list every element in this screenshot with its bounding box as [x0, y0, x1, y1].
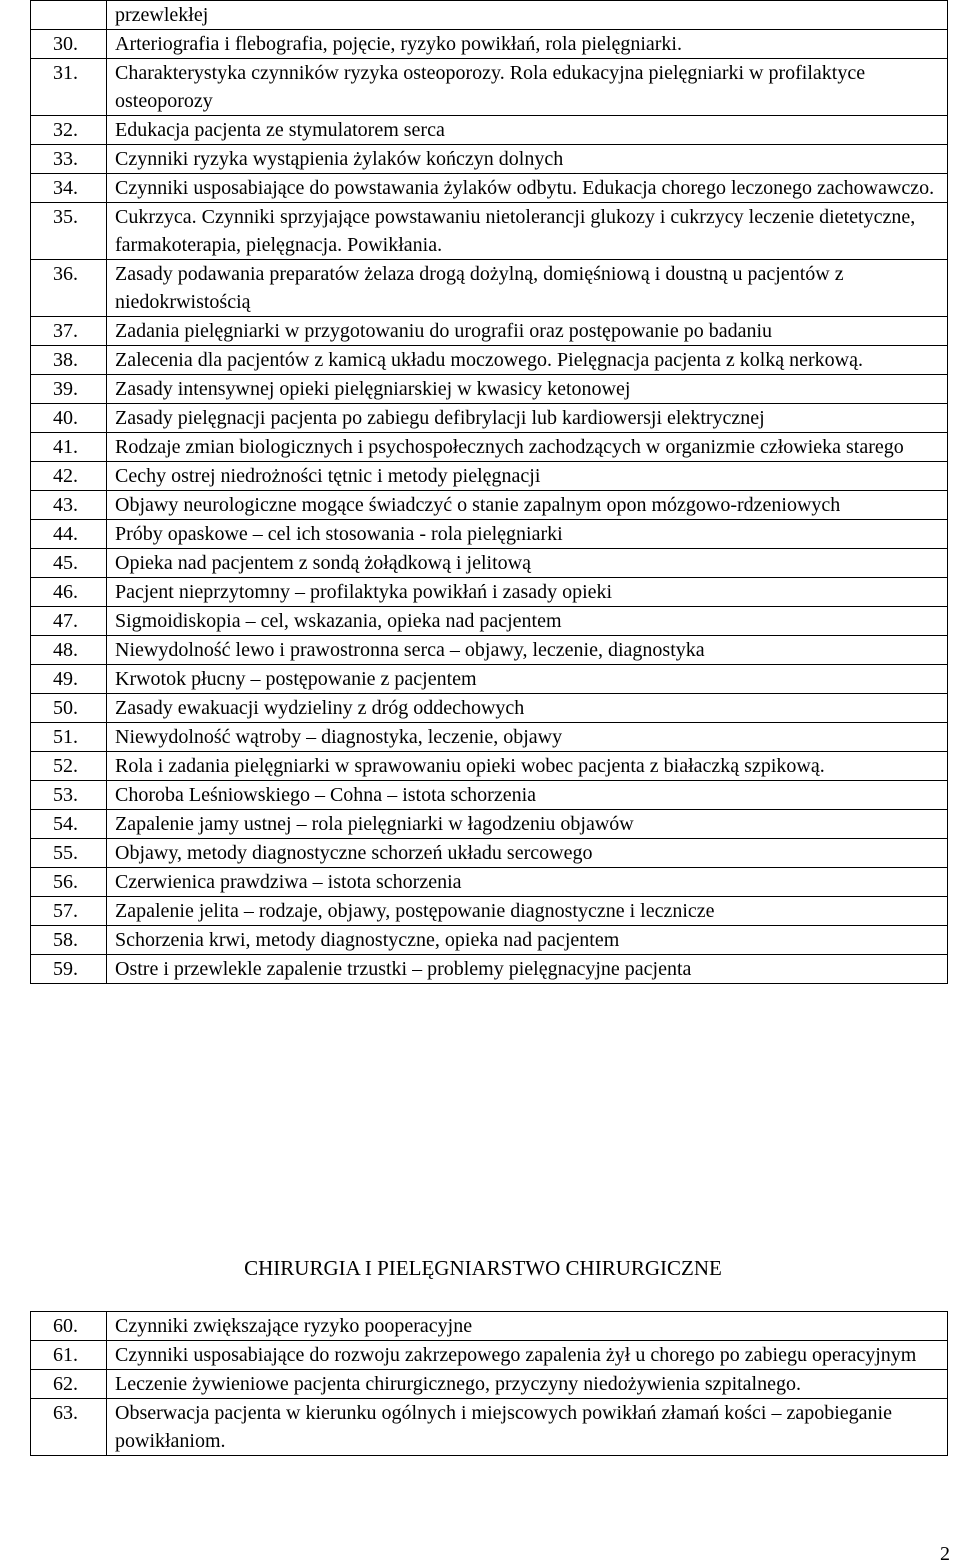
- table-row: [31, 868, 948, 897]
- item-text: Edukacja pacjenta ze stymulatorem serca: [107, 116, 948, 145]
- item-number: 63.: [31, 1399, 107, 1456]
- item-text: Zasady ewakuacji wydzieliny z dróg oddechowych: [107, 694, 948, 723]
- item-number: 52.: [31, 752, 107, 781]
- item-number: 44.: [31, 520, 107, 549]
- questions-table-internal: [30, 0, 948, 984]
- item-text: Zasady pielęgnacji pacjenta po zabiegu defibrylacji lub kardiowersji elektrycznej: [107, 404, 948, 433]
- table-row: [31, 433, 948, 462]
- table-row: [31, 203, 948, 260]
- item-number: 42.: [31, 462, 107, 491]
- item-number: 55.: [31, 839, 107, 868]
- table-row: [31, 260, 948, 317]
- item-number: 38.: [31, 346, 107, 375]
- table-row: [31, 752, 948, 781]
- item-text: Opieka nad pacjentem z sondą żołądkową i jelitową: [107, 549, 948, 578]
- questions-table-surgery: [30, 1311, 948, 1456]
- table-row: [31, 607, 948, 636]
- item-number: 59.: [31, 955, 107, 984]
- table-row: [31, 116, 948, 145]
- table-row: [31, 462, 948, 491]
- item-number: 32.: [31, 116, 107, 145]
- item-number: 48.: [31, 636, 107, 665]
- table-row-continuation: [31, 1, 948, 30]
- table-row: [31, 781, 948, 810]
- table-row: [31, 145, 948, 174]
- item-number: 37.: [31, 317, 107, 346]
- item-number: 41.: [31, 433, 107, 462]
- item-number: 46.: [31, 578, 107, 607]
- table-row: [31, 59, 948, 116]
- item-number: 47.: [31, 607, 107, 636]
- item-number: 53.: [31, 781, 107, 810]
- item-text: Czynniki zwiększające ryzyko pooperacyjne: [107, 1312, 948, 1341]
- item-number: 49.: [31, 665, 107, 694]
- item-text: Objawy, metody diagnostyczne schorzeń układu sercowego: [107, 839, 948, 868]
- page-number: 2: [940, 1543, 950, 1565]
- item-text: Czerwienica prawdziwa – istota schorzenia: [107, 868, 948, 897]
- item-text: Próby opaskowe – cel ich stosowania - rola pielęgniarki: [107, 520, 948, 549]
- table-row: [31, 1399, 948, 1456]
- item-text: Zadania pielęgniarki w przygotowaniu do urografii oraz postępowanie po badaniu: [107, 317, 948, 346]
- item-text: Zapalenie jelita – rodzaje, objawy, postępowanie diagnostyczne i lecznicze: [107, 897, 948, 926]
- item-text: Arteriografia i flebografia, pojęcie, ryzyko powikłań, rola pielęgniarki.: [107, 30, 948, 59]
- item-number: 30.: [31, 30, 107, 59]
- item-number-cell: [31, 1, 107, 30]
- item-text-continuation: przewlekłej: [107, 1, 948, 30]
- table-row: [31, 30, 948, 59]
- table-row: [31, 694, 948, 723]
- table-row: [31, 346, 948, 375]
- item-text: Krwotok płucny – postępowanie z pacjentem: [107, 665, 948, 694]
- table-row: [31, 520, 948, 549]
- item-number: 50.: [31, 694, 107, 723]
- table-row: [31, 1370, 948, 1399]
- item-number: 39.: [31, 375, 107, 404]
- item-number: 45.: [31, 549, 107, 578]
- table-row: [31, 665, 948, 694]
- item-text: Cukrzyca. Czynniki sprzyjające powstawaniu nietolerancji glukozy i cukrzycy leczenie dietetyczne, farmakoterapia, pielęgnacja. Powikłania.: [107, 203, 948, 260]
- item-text: Niewydolność lewo i prawostronna serca – objawy, leczenie, diagnostyka: [107, 636, 948, 665]
- table-row: [31, 1312, 948, 1341]
- item-number: 43.: [31, 491, 107, 520]
- item-number: 34.: [31, 174, 107, 203]
- table-row: [31, 810, 948, 839]
- item-number: 60.: [31, 1312, 107, 1341]
- item-text: Czynniki ryzyka wystąpienia żylaków kończyn dolnych: [107, 145, 948, 174]
- table-row: [31, 926, 948, 955]
- item-text: Charakterystyka czynników ryzyka osteoporozy. Rola edukacyjna pielęgniarki w profilaktyce osteoporozy: [107, 59, 948, 116]
- item-text: Czynniki usposabiające do rozwoju zakrzepowego zapalenia żył u chorego po zabiegu operacyjnym: [107, 1341, 948, 1370]
- table-row: [31, 955, 948, 984]
- table-row: [31, 897, 948, 926]
- item-number: 62.: [31, 1370, 107, 1399]
- item-text: Sigmoidiskopia – cel, wskazania, opieka nad pacjentem: [107, 607, 948, 636]
- table-row: [31, 404, 948, 433]
- item-number: 56.: [31, 868, 107, 897]
- item-text: Zalecenia dla pacjentów z kamicą układu moczowego. Pielęgnacja pacjenta z kolką nerkową.: [107, 346, 948, 375]
- table-row: [31, 549, 948, 578]
- item-text: Czynniki usposabiające do powstawania żylaków odbytu. Edukacja chorego leczonego zachowawczo.: [107, 174, 948, 203]
- item-number: 61.: [31, 1341, 107, 1370]
- item-number: 33.: [31, 145, 107, 174]
- table-row: [31, 375, 948, 404]
- item-text: Obserwacja pacjenta w kierunku ogólnych i miejscowych powikłań złamań kości – zapobieganie powikłaniom.: [107, 1399, 948, 1456]
- item-text: Choroba Leśniowskiego – Cohna – istota schorzenia: [107, 781, 948, 810]
- table-row: [31, 723, 948, 752]
- item-text: Zapalenie jamy ustnej – rola pielęgniarki w łagodzeniu objawów: [107, 810, 948, 839]
- item-text: Objawy neurologiczne mogące świadczyć o stanie zapalnym opon mózgowo-rdzeniowych: [107, 491, 948, 520]
- item-text: Niewydolność wątroby – diagnostyka, leczenie, objawy: [107, 723, 948, 752]
- item-text: Pacjent nieprzytomny – profilaktyka powikłań i zasady opieki: [107, 578, 948, 607]
- item-number: 36.: [31, 260, 107, 317]
- table-row: [31, 839, 948, 868]
- table-row: [31, 578, 948, 607]
- item-number: 40.: [31, 404, 107, 433]
- item-text: Leczenie żywieniowe pacjenta chirurgicznego, przyczyny niedożywienia szpitalnego.: [107, 1370, 948, 1399]
- table-row: [31, 317, 948, 346]
- item-text: Ostre i przewlekle zapalenie trzustki – problemy pielęgnacyjne pacjenta: [107, 955, 948, 984]
- item-number: 57.: [31, 897, 107, 926]
- section-title: CHIRURGIA I PIELĘGNIARSTWO CHIRURGICZNE: [244, 1256, 722, 1280]
- table-row: [31, 1341, 948, 1370]
- item-number: 51.: [31, 723, 107, 752]
- item-number: 31.: [31, 59, 107, 116]
- item-number: 35.: [31, 203, 107, 260]
- item-number: 54.: [31, 810, 107, 839]
- table-row: [31, 636, 948, 665]
- item-text: Zasady intensywnej opieki pielęgniarskiej w kwasicy ketonowej: [107, 375, 948, 404]
- item-text: Rola i zadania pielęgniarki w sprawowaniu opieki wobec pacjenta z białaczką szpikową.: [107, 752, 948, 781]
- item-text: Schorzenia krwi, metody diagnostyczne, opieka nad pacjentem: [107, 926, 948, 955]
- item-text: Rodzaje zmian biologicznych i psychospołecznych zachodzących w organizmie człowieka starego: [107, 433, 948, 462]
- questions-table-body: [31, 1, 948, 984]
- table-row: [31, 174, 948, 203]
- questions-table-body: [31, 1312, 948, 1456]
- item-text: Cechy ostrej niedrożności tętnic i metody pielęgnacji: [107, 462, 948, 491]
- table-row: [31, 491, 948, 520]
- item-number: 58.: [31, 926, 107, 955]
- item-text: Zasady podawania preparatów żelaza drogą dożylną, domięśniową i doustną u pacjentów z niedokrwistością: [107, 260, 948, 317]
